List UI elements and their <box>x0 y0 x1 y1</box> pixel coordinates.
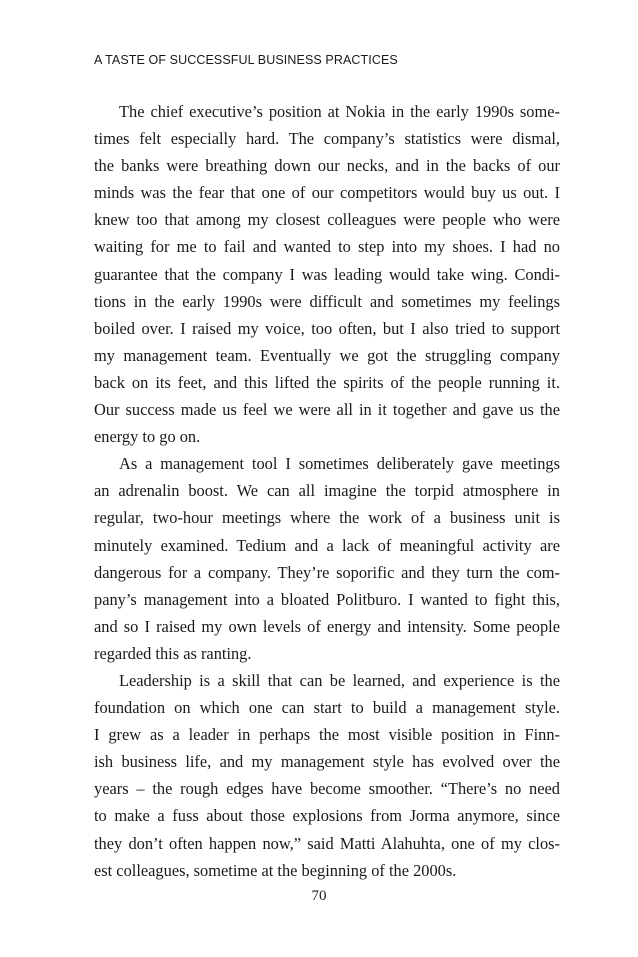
text-line: knew too that among my closest colleagues were people who were <box>94 210 560 230</box>
text-line: to make a fuss about those explosions from Jorma anymore, since <box>94 806 560 826</box>
text-line: years – the rough edges have become smoother. “There’s no need <box>94 779 560 799</box>
text-line: an adrenalin boost. We can all imagine the torpid atmosphere in <box>94 481 560 501</box>
text-line: boiled over. I raised my voice, too often, but I also tried to support <box>94 318 560 338</box>
text-line: and so I raised my own levels of energy and intensity. Some people <box>94 616 560 636</box>
text-line: energy to go on. <box>94 427 201 447</box>
running-head: A TASTE OF SUCCESSFUL BUSINESS PRACTICES <box>94 53 398 67</box>
text-line: they don’t often happen now,” said Matti Alahuhta, one of my clos- <box>94 833 560 853</box>
page-number: 70 <box>311 888 327 904</box>
paragraph <box>94 98 560 450</box>
text-line: tions in the early 1990s were difficult and sometimes my feelings <box>94 291 560 311</box>
paragraph <box>94 667 560 884</box>
text-line: The chief executive’s position at Nokia in the early 1990s some- <box>119 102 560 121</box>
text-line: minds was the fear that one of our competitors would buy us out. I <box>94 183 560 203</box>
text-line: waiting for me to fail and wanted to step into my shoes. I had no <box>94 237 560 257</box>
text-line: my management team. Eventually we got the struggling company <box>94 345 560 365</box>
text-line: est colleagues, sometime at the beginning of the 2000s. <box>94 860 457 880</box>
text-line: As a management tool I sometimes deliberately gave meetings <box>119 454 560 474</box>
text-line: minutely examined. Tedium and a lack of meaningful activity are <box>94 535 560 555</box>
text-line: regular, two-hour meetings where the work of a business unit is <box>94 508 560 528</box>
text-line: the banks were breathing down our necks, and in the backs of our <box>94 156 560 176</box>
text-line: foundation on which one can start to build a management style. <box>94 698 560 718</box>
text-line: regarded this as ranting. <box>94 643 252 663</box>
text-line: Our success made us feel we were all in it together and gave us the <box>94 400 560 420</box>
text-line: I grew as a leader in perhaps the most visible position in Finn- <box>94 725 560 745</box>
paragraph <box>94 450 560 667</box>
text-line: dangerous for a company. They’re soporific and they turn the com- <box>94 562 560 582</box>
text-line: back on its feet, and this lifted the spirits of the people running it. <box>94 372 560 392</box>
text-line: Leadership is a skill that can be learned, and experience is the <box>119 670 560 690</box>
text-line: pany’s management into a bloated Politburo. I wanted to fight this, <box>94 589 560 609</box>
text-line: ish business life, and my management style has evolved over the <box>94 752 560 772</box>
text-line: guarantee that the company I was leading would take wing. Condi- <box>94 264 560 284</box>
text-line: times felt especially hard. The company’s statistics were dismal, <box>94 129 560 149</box>
body-text <box>94 98 560 884</box>
